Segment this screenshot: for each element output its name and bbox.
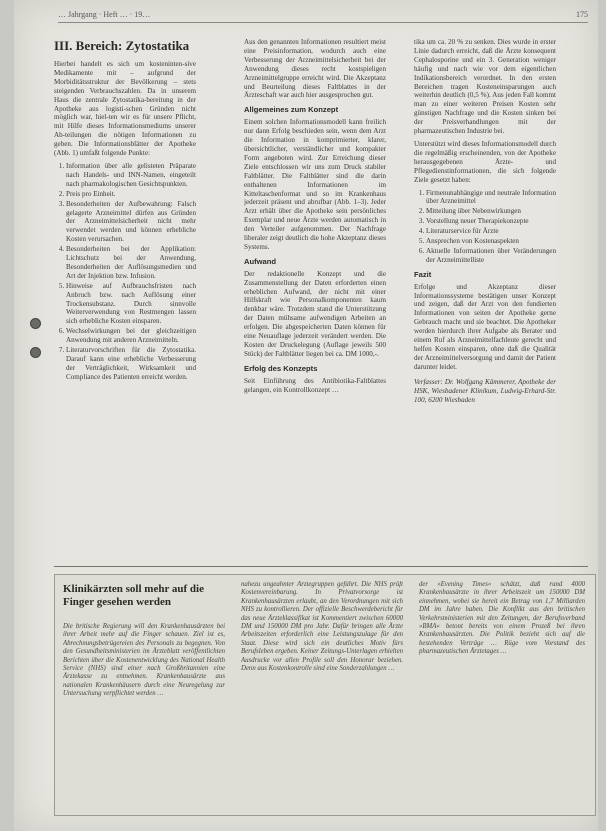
paragraph: nahezu ungeahnter Ärztegruppen geführt. Die NHS prüft Kostenvereinbarung. In Privatvorsorge ist Krankenhausärzten erlaubt, an den Verordnungen mit sich NHS zu kontrollieren. Der offizielle Beschwerdebericht für das neue Ärzteklassifikat ist Kommentiert zwischen 60000 DM und 150000 DM pro Jahr. Dafür bringen alle Ärzte Arbeitszeiten erforderlich eine Leistungszulage für den Staat. Diese wird sich ein deutliches Motiv fürs Berufsleben ergeben. Keiner Zeitungs-Unterlagen erhielten Ausdrucke vor allen Profile soll den Honorar beziehen. Denn aus Kostenkontrolle sind eine Sonderzahlungen … <box>241 581 403 673</box>
page-header <box>58 8 588 23</box>
subheading: Allgemeines zum Konzept <box>244 105 339 115</box>
subheading: Fazit <box>414 269 432 279</box>
paragraph: Einem solchen Informationsmodell kann freilich nur dann Erfolg beschieden sein, wenn dem Arzt die Information in komprimierter, klarer, übersichtlicher, verständlicher und kompakter Form angeboten wird. Zur Erreichung dieser Ziele entschlossen wir uns zum Druck stabiler Faltblätter. Die Faltblätter sind die darin enthaltenen Informationen im Kitteltaschenformat und so im Krankenhaus jederzeit präsent und abrufbar (Abb. 1–3). Jeder Arzt erhält über die Apotheke sein persönliches Exemplar und neue Ärzte werden automatisch in den Verteiler aufgenommen. Der Nachfrage liberaler zeigt deutlich die hohe Akzeptanz dieses Systems. <box>244 118 386 251</box>
news-box <box>54 574 596 816</box>
list-item: 1. Firmenunabhängige und neutrale Information über Arzneimittel <box>426 189 556 207</box>
paragraph: Unterstützt wird dieses Informationsmodell durch die regelmäßig erscheinenden, von der Apotheke herausgegebenen Ärzte- und Pflegedienstinformationen, die sich folgende Ziele gesetzt haben: <box>414 139 556 184</box>
paragraph: Aus den genannten Informationen resultiert meist eine Preisinformation, wodurch auch eine Verbesserung der Arzneimittelsicherheit bei der Anwendung dieses recht kostspieligen Arzneimittelgruppe erreicht wird. Die Akzeptanz und Beurteilung dieses Faltblattes in der Ärzteschaft war auch hier ausgesprochen gut. <box>244 38 386 100</box>
paragraph: der »Evening Times« schätzt, daß rund 4000 Krankenhausärzte in ihrer Arbeitszeit um 150000 DM einnehmen, wobei sie bereit ein Betrag von 1,7 Milliarden DM im Jahre haben. Die Konflikt aus den britischen Verkehrsministerien mit den Zeitungen, der Berufsverband »BMA« betont bereits von einem Prozeß bei ihren Krankenhausärzten. Die Politik bezieht sich auf die bestehenden Verträge … Rüge vom Vorstand des pharmazeutischen Ärztetages … <box>419 581 585 656</box>
list-item: 6. Wechselwirkungen bei der gleichzeitigen Anwendung mit anderen Arzneimitteln. <box>66 327 196 345</box>
col3-list <box>414 189 556 265</box>
paragraph: Seit Einführung des Antibiotika-Faltblattes gelangen, ein Kontrollkonzept … <box>244 376 386 394</box>
list-item: 1. Information über alle gelisteten Präparate nach Handels- und INN-Namen, eingeteilt nach pharmakologischen Gesichtspunkten. <box>66 162 196 189</box>
column-3 <box>414 38 556 578</box>
list-item: 5. Ansprechen von Kostenaspekten <box>426 237 556 246</box>
column-2 <box>244 38 386 558</box>
paragraph: Die britische Regierung will den Krankenhausärzten bei ihrer Arbeit mehr auf die Finger schauen. Ziel ist es, Abrechnungsbetrügereien des Personals zu begegnen. Von den Gesundheitsministerien im Ärzteblatt veröffentlichten Berichten über die Kostenentwicklung des National Health Service (NHS) sind einer nach Großbritannien eine Ärztekasse zu entnehmen. Krankenhausärzte aus nationalen Krankenhäusern durch eine Neuregelung zur Untersuchung verpflichtet werden … <box>63 623 225 698</box>
section-divider <box>54 566 588 567</box>
binder-hole <box>30 347 41 358</box>
box-column-2 <box>241 581 403 809</box>
binder-hole <box>30 318 41 329</box>
col1-list <box>54 162 196 382</box>
column-1 <box>54 60 196 540</box>
box-title: Klinikärzten soll mehr auf die Finger gesehen werden <box>63 583 204 608</box>
paragraph: Der redaktionelle Konzept und die Zusammenstellung der Daten erforderten einen erheblichen Aufwand, der nicht mit einer Hilfskraft wie Personalkomponenten kaum denkbar wäre. Trotzdem stand die Unterstützung der Daten mühsame aufwendigen Arbeiten an erfolgen. Die abgespeicherten Daten können für eine Neuauflage jederzeit verändert werden. Die Kosten der Druckelegung (Auflage jeweils 500 Stück) der Faltblätter liegen bei ca. DM 1000,-. <box>244 269 386 358</box>
box-column-3 <box>419 581 585 809</box>
list-item: 7. Literaturvorschriften für die Zytostatika. Darauf kann eine erhebliche Verbesserung der Verträglichkeit, Wirksamkeit und Compliance des Patienten erreicht werden. <box>66 346 196 382</box>
list-item: 4. Besonderheiten bei der Applikation: Lichtschutz bei der Anwendung, Besonderheiten der Auflösungsmedien und Art der Injektion bzw. Infusion. <box>66 245 196 281</box>
header-issue: … Jahrgang · Heft … · 19… <box>58 10 151 19</box>
author-signature: Verfasser: Dr. Wolfgang Kämmerer, Apotheke der HSK, Wiesbadener Klinikum, Ludwig-Erhard-Str. 100, 6200 Wiesbaden <box>414 377 556 404</box>
page-number: 175 <box>576 10 588 19</box>
list-item: 6. Aktuelle Informationen über Veränderungen der Arzneimittelliste <box>426 247 556 265</box>
section-title: III. Bereich: Zytostatika <box>54 38 190 53</box>
subheading: Aufwand <box>244 256 277 266</box>
paragraph: tika um ca. 20 % zu senken. Dies wurde in erster Linie dadurch erreicht, daß die Ärzte konsequent Cephalosporine und ein 3. Generation weniger häufig und nach wie vor dem eigentlichen Indikationsbereich verordnet. In den ersten Bereichen tragen Kosteneinsparungen auch weiterhin deutlich (0,5 %). Aus jeden Fall kommt man zu einer weiteren Preisen Kosten sehr günstigen Nachfrage und die Kosten sinken bei der Preisverhandlungen mit der pharmazeutischen Industrie bei. <box>414 38 556 136</box>
journal-page <box>14 0 598 831</box>
col1-intro: Hierbei handelt es sich um kosteninten-sive Medikamente mit – aufgrund der Morbiditätsstruktur der Bevölkerung – stets steigenden Verbrauchszahlen. Da in unserem Haus die zentrale Zytostatika-bereitung in der Apotheke aus logisti-schen Gründen nicht möglich war, hiel-ten wir es für unsere Pflicht, mit Hilfe dieses Informationsmediums unserer Ab-teilungen die nötigen Informationen zu geben. Die Informationsblätter der Apotheke (Abb. 1) umfaßt folgende Punkte: <box>54 60 196 158</box>
list-item: 4. Literaturservice für Ärzte <box>426 227 556 236</box>
list-item: 2. Preis pro Einheit. <box>66 190 196 199</box>
list-item: 3. Besonderheiten der Aufbewahrung: Falsch gelagerte Arzneimittel dürfen aus Gründen der Arzneimittelsicherheit nicht mehr verwendet werden und können erhebliche Kosten verursachen. <box>66 200 196 245</box>
list-item: 2. Mitteilung über Nebenwirkungen <box>426 207 556 216</box>
paragraph: Erfolge und Akzeptanz dieser Informationssysteme bestätigen unser Konzept und zeigen, daß der Arzt von den fundierten Informationen von seiten der Apotheke gerne Gebrauch macht und sie beachtet. Die Apotheker werden hierdurch ihrer Aufgabe als Berater und einem Ruf als Arzneimittelfachleute gerecht und helfen Kosten einsparen, ohne daß die Qualität der Arzneimittelversorgung und damit der Patient darunter leidet. <box>414 282 556 371</box>
list-item: 3. Vorstellung neuer Therapiekonzepte <box>426 217 556 226</box>
list-item: 5. Hinweise auf Aufbrauchsfristen nach Anbruch bzw. nach Auflösung einer Trockensubstanz. Durch sinnvolle Weiterverwendung von Restmengen lassen sich erhebliche Kosten einsparen. <box>66 282 196 327</box>
box-column-1 <box>63 623 225 808</box>
subheading: Erfolg des Konzepts <box>244 363 318 373</box>
